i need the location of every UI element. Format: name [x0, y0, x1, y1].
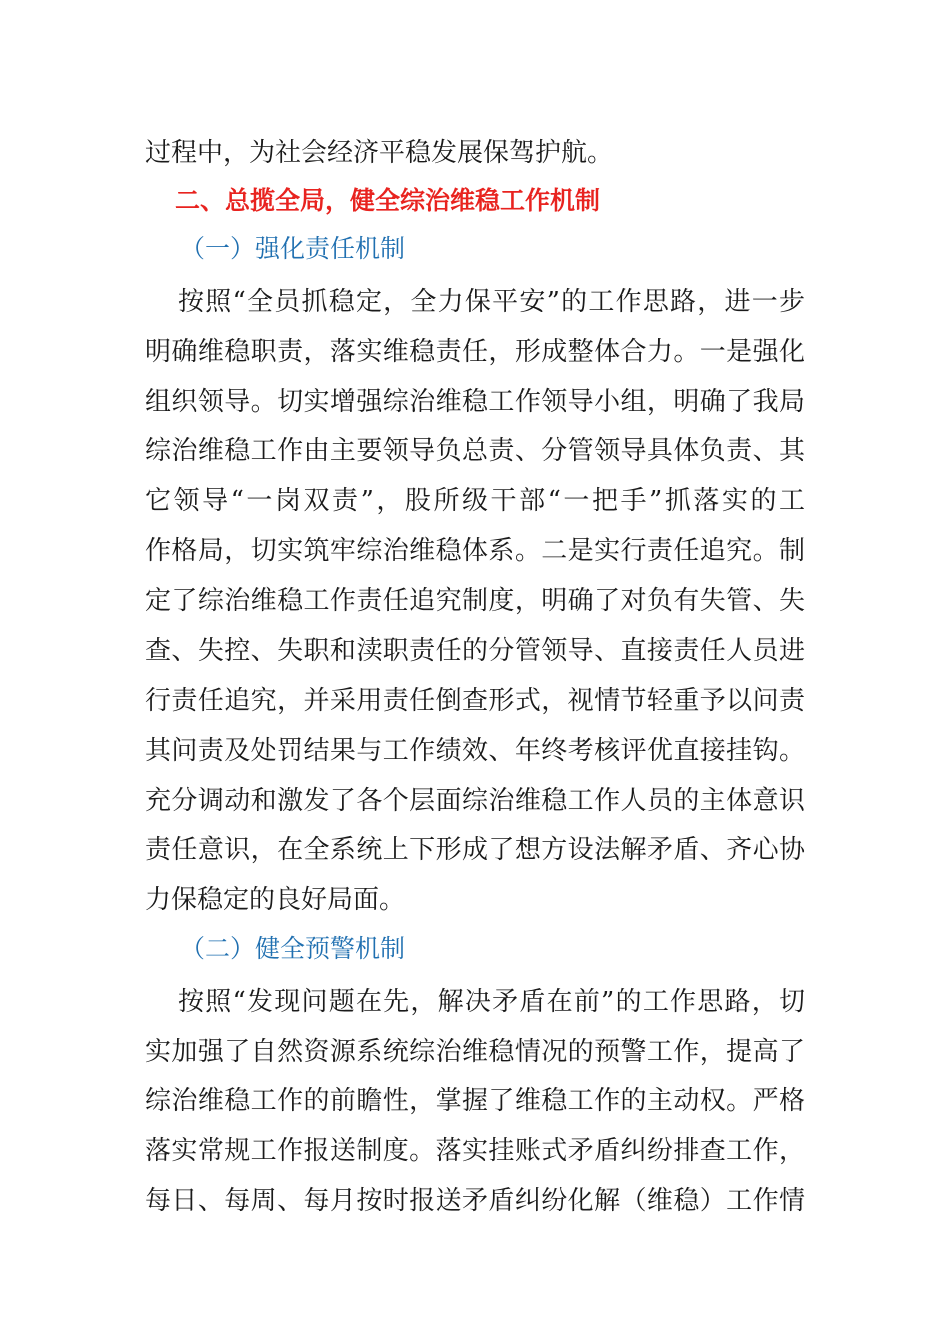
- body-line: 过程中，为社会经济平稳发展保驾护航。: [145, 138, 614, 168]
- body-line: 综治维稳工作的前瞻性，掌握了维稳工作的主动权。严格: [145, 1086, 805, 1116]
- body-line: 它领导“一岗双责”，股所级干部“一把手”抓落实的工: [145, 486, 805, 516]
- subsection-heading-2: （二）健全预警机制: [180, 934, 406, 963]
- body-line: 按照“发现问题在先，解决矛盾在前”的工作思路，切: [178, 987, 805, 1017]
- body-line: 组织领导。切实增强综治维稳工作领导小组，明确了我局: [145, 387, 805, 417]
- body-line: 实加强了自然资源系统综治维稳情况的预警工作，提高了: [145, 1037, 805, 1067]
- body-line: 落实常规工作报送制度。落实挂账式矛盾纠纷排查工作，: [145, 1136, 805, 1166]
- section-heading: 二、总揽全局，健全综治维稳工作机制: [175, 186, 601, 215]
- body-line: 每日、每周、每月按时报送矛盾纠纷化解（维稳）工作情: [145, 1186, 805, 1216]
- body-line: 力保稳定的良好局面。: [145, 885, 406, 915]
- body-line: 查、失控、失职和渎职责任的分管领导、直接责任人员进: [145, 636, 805, 666]
- subsection-heading-1: （一）强化责任机制: [180, 234, 406, 263]
- body-line: 行责任追究，并采用责任倒查形式，视情节轻重予以问责: [145, 686, 805, 716]
- body-line: 明确维稳职责，落实维稳责任，形成整体合力。一是强化: [145, 337, 805, 367]
- body-line: 按照“全员抓稳定，全力保平安”的工作思路，进一步: [178, 287, 805, 317]
- body-line: 责任意识，在全系统上下形成了想方设法解矛盾、齐心协: [145, 835, 805, 865]
- body-line: 其问责及处罚结果与工作绩效、年终考核评优直接挂钩。: [145, 736, 805, 766]
- body-line: 综治维稳工作由主要领导负总责、分管领导具体负责、其: [145, 436, 805, 466]
- body-line: 作格局，切实筑牢综治维稳体系。二是实行责任追究。制: [145, 536, 805, 566]
- body-line: 定了综治维稳工作责任追究制度，明确了对负有失管、失: [145, 586, 805, 616]
- body-line: 充分调动和激发了各个层面综治维稳工作人员的主体意识: [145, 786, 805, 816]
